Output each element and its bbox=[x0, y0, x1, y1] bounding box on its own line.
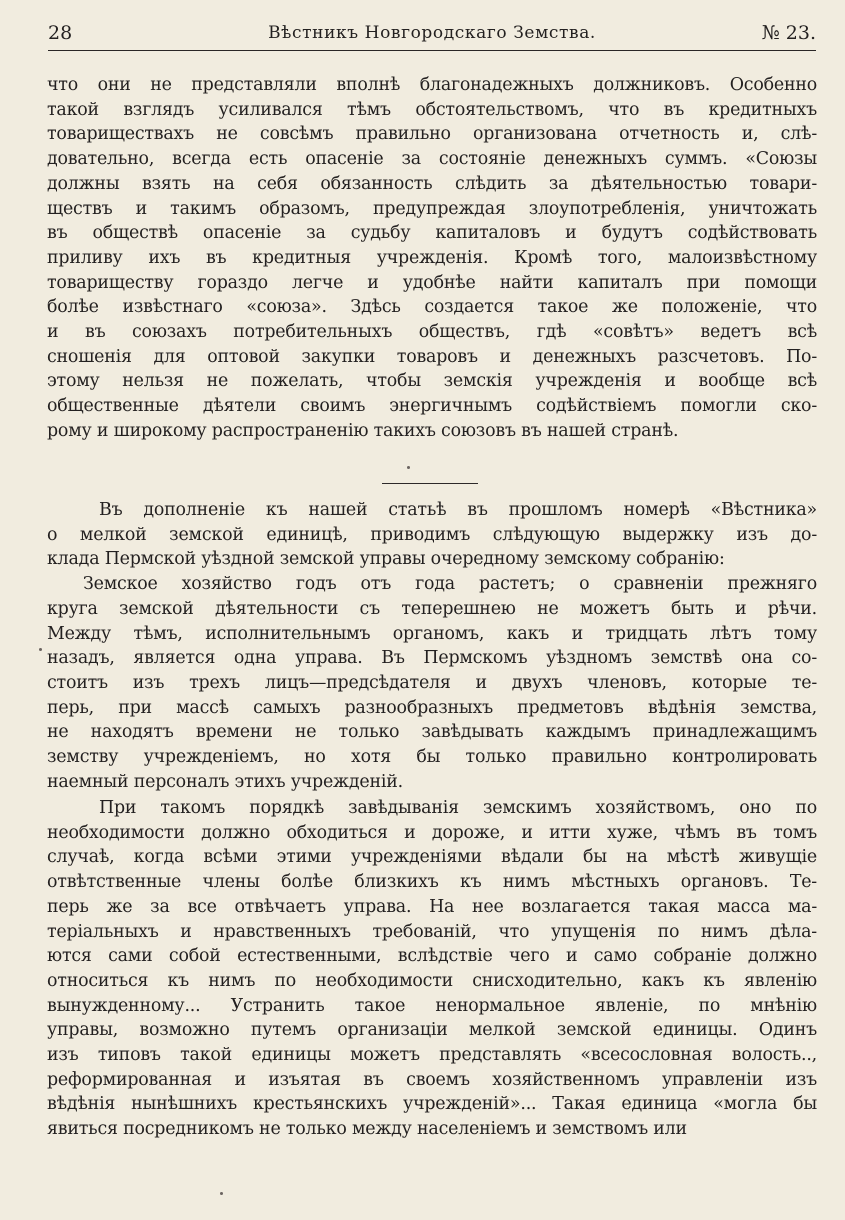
paragraph-perm-report bbox=[47, 498, 817, 794]
text-line: случаѣ, когда всѣми этими учрежденіями вѣдали бы на мѣстѣ живущіе bbox=[47, 847, 817, 868]
text-line: Въ дополненіе къ нашей статьѣ въ прошломъ номерѣ «Вѣстника» bbox=[99, 500, 817, 520]
journal-title: Вѣстникъ Новгородскаго Земства. bbox=[268, 23, 596, 43]
text-line: довательно, всегда есть опасеніе за состояніе денежныхъ суммъ. «Союзы bbox=[47, 149, 817, 170]
text-line: о мелкой земской единицѣ, приводимъ слѣдующую выдержку изъ до- bbox=[47, 524, 817, 545]
text-line: должны взять на себя обязанность слѣдить за дѣятельностью товари- bbox=[47, 173, 817, 194]
text-line: болѣе извѣстнаго «союза». Здѣсь создается такое же положеніе, что bbox=[47, 297, 817, 318]
paragraph-local-unit bbox=[47, 796, 817, 1142]
page-number: 28 bbox=[48, 22, 73, 44]
text-line: рому и широкому распространенію такихъ союзовъ въ нашей странѣ. bbox=[47, 420, 679, 441]
text-line: стоитъ изъ трехъ лицъ—предсѣдателя и двухъ членовъ, которые те- bbox=[47, 672, 817, 693]
text-line: земству учрежденіемъ, но хотя бы только правильно контролировать bbox=[47, 747, 817, 768]
text-line: общественные дѣятели своимъ энергичнымъ содѣйствіемъ помогли ско- bbox=[47, 396, 817, 417]
text-line: перь, при массѣ самыхъ разнообразныхъ предметовъ вѣдѣнія земства, bbox=[47, 697, 817, 718]
header-rule bbox=[48, 50, 816, 51]
running-header bbox=[48, 18, 816, 52]
text-line: Земское хозяйство годъ отъ года растетъ; о сравненіи прежняго bbox=[83, 574, 817, 595]
text-line: товариществу гораздо легче и удобнѣе найти капиталъ при помощи bbox=[47, 272, 817, 293]
text-line: вынужденному... Устранить такое ненормальное явленіе, по мнѣнію bbox=[47, 995, 817, 1016]
text-line: не находятъ времени не только завѣдывать каждымъ принадлежащимъ bbox=[47, 722, 817, 743]
text-line: клада Пермской уѣздной земской управы очередному земскому собранію: bbox=[47, 549, 725, 570]
text-line: отвѣтственные члены болѣе близкихъ къ нимъ мѣстныхъ органовъ. Те- bbox=[47, 872, 817, 893]
text-line: необходимости должно обходиться и дороже, и итти хуже, чѣмъ въ томъ bbox=[47, 822, 817, 843]
text-line: сношенія для оптовой закупки товаровъ и денежныхъ разсчетовъ. По- bbox=[47, 346, 817, 367]
text-line: такой взглядъ усиливался тѣмъ обстоятельствомъ, что въ кредитныхъ bbox=[47, 99, 817, 120]
text-line: При такомъ порядкѣ завѣдыванія земскимъ хозяйствомъ, оно по bbox=[99, 798, 817, 818]
text-line: перь же за все отвѣчаетъ управа. На нее возлагается такая масса ма- bbox=[47, 896, 817, 917]
text-line: товариществахъ не совсѣмъ правильно организована отчетность и, слѣ- bbox=[47, 124, 817, 145]
paragraph-cooperative-unions bbox=[47, 73, 817, 444]
text-line: изъ типовъ такой единицы можетъ представлять «всесословная волость.., bbox=[47, 1045, 817, 1066]
text-line: теріальныхъ и нравственныхъ требованій, что упущенія по нимъ дѣла- bbox=[47, 921, 817, 942]
text-line: Между тѣмъ, исполнительнымъ органомъ, какъ и тридцать лѣтъ тому bbox=[47, 623, 817, 644]
print-speck bbox=[407, 466, 410, 469]
text-line: назадъ, является одна управа. Въ Пермскомъ уѣздномъ земствѣ она со- bbox=[47, 648, 817, 669]
text-line: управы, возможно путемъ организаціи мелкой земской единицы. Одинъ bbox=[47, 1020, 817, 1041]
text-line: относиться къ нимъ по необходимости снисходительно, какъ къ явленію bbox=[47, 970, 817, 991]
print-speck bbox=[220, 1192, 223, 1195]
text-line: ются сами собой естественными, вслѣдствіе чего и само собраніе должно bbox=[47, 946, 817, 967]
text-line: приливу ихъ въ кредитныя учрежденія. Кромѣ того, малоизвѣстному bbox=[47, 247, 817, 268]
text-line: наемный персоналъ этихъ учрежденій. bbox=[47, 771, 403, 792]
print-speck bbox=[39, 648, 42, 651]
text-line: и въ союзахъ потребительныхъ обществъ, гдѣ «совѣтъ» ведетъ всѣ bbox=[47, 322, 817, 343]
text-line: явиться посредникомъ не только между населеніемъ и земствомъ или bbox=[47, 1119, 687, 1140]
section-separator bbox=[382, 483, 478, 484]
text-line: круга земской дѣятельности съ теперешнею не можетъ быть и рѣчи. bbox=[47, 598, 817, 619]
issue-number: № 23. bbox=[761, 22, 816, 44]
text-line: реформированная и изъятая въ своемъ хозяйственномъ управленіи изъ bbox=[47, 1069, 817, 1090]
text-line: въ обществѣ опасеніе за судьбу капиталовъ и будутъ содѣйствовать bbox=[47, 223, 817, 244]
text-line: вѣдѣнія нынѣшнихъ крестьянскихъ учрежденій»... Такая единица «могла бы bbox=[47, 1094, 817, 1115]
text-line: этому нельзя не пожелать, чтобы земскія учрежденія и вообще всѣ bbox=[47, 371, 817, 392]
text-line: ществъ и такимъ образомъ, предупреждая злоупотребленія, уничтожать bbox=[47, 198, 817, 219]
text-line: что они не представляли вполнѣ благонадежныхъ должниковъ. Особенно bbox=[47, 75, 817, 95]
